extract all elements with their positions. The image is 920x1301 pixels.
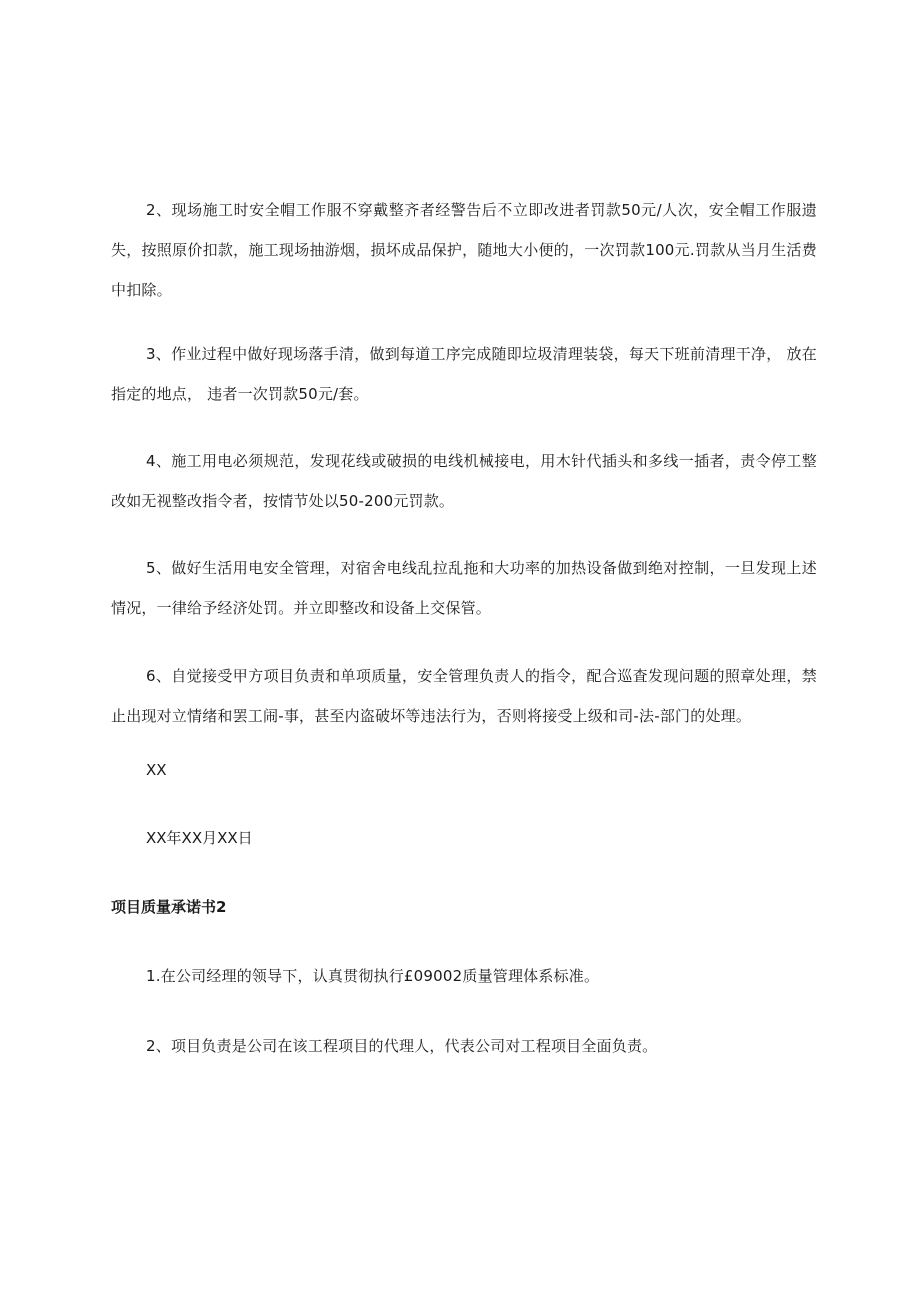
clause-2-paragraph: 2、现场施工时安全帽工作服不穿戴整齐者经警告后不立即改进者罚款50元/人次，安全帽工作服遗失，按照原价扣款，施工现场抽游烟，损坏成品保护，随地大小便的，一次罚款100元.罚款从当月生活费中扣除。 xyxy=(111,201,817,299)
signature-date: XX年XX月XX日 xyxy=(146,829,253,847)
quality-clause-1-paragraph: 1.在公司经理的领导下，认真贯彻执行£09002质量管理体系标准。 xyxy=(146,967,600,985)
clause-4-paragraph: 4、施工用电必须规范，发现花线或破损的电线机械接电，用木针代插头和多线一插者，责令停工整改如无视整改指令者，按情节处以50-200元罚款。 xyxy=(111,452,817,510)
clause-6-paragraph: 6、自觉接受甲方项目负责和单项质量，安全管理负责人的指令，配合巡査发现问题的照章处理，禁止出现对立情绪和罢工闹-事，甚至内盗破坏等违法行为，否则将接受上级和司-法-部门的处理。 xyxy=(111,667,817,725)
signature-name: XX xyxy=(146,761,167,779)
quality-clause-2-paragraph: 2、项目负责是公司在该工程项目的代理人，代表公司对工程项目全面负责。 xyxy=(146,1037,658,1055)
clause-3-paragraph: 3、作业过程中做好现场落手清，做到每道工序完成随即垃圾清理装袋，每天下班前清理干净， 放在指定的地点， 违者一次罚款50元/套。 xyxy=(111,345,817,403)
clause-5-paragraph: 5、做好生活用电安全管理，对宿舍电线乱拉乱拖和大功率的加热设备做到绝对控制，一旦发现上述情况，一律给予经济处罚。并立即整改和设备上交保管。 xyxy=(111,559,817,617)
section-2-title: 项目质量承诺书2 xyxy=(111,898,227,916)
